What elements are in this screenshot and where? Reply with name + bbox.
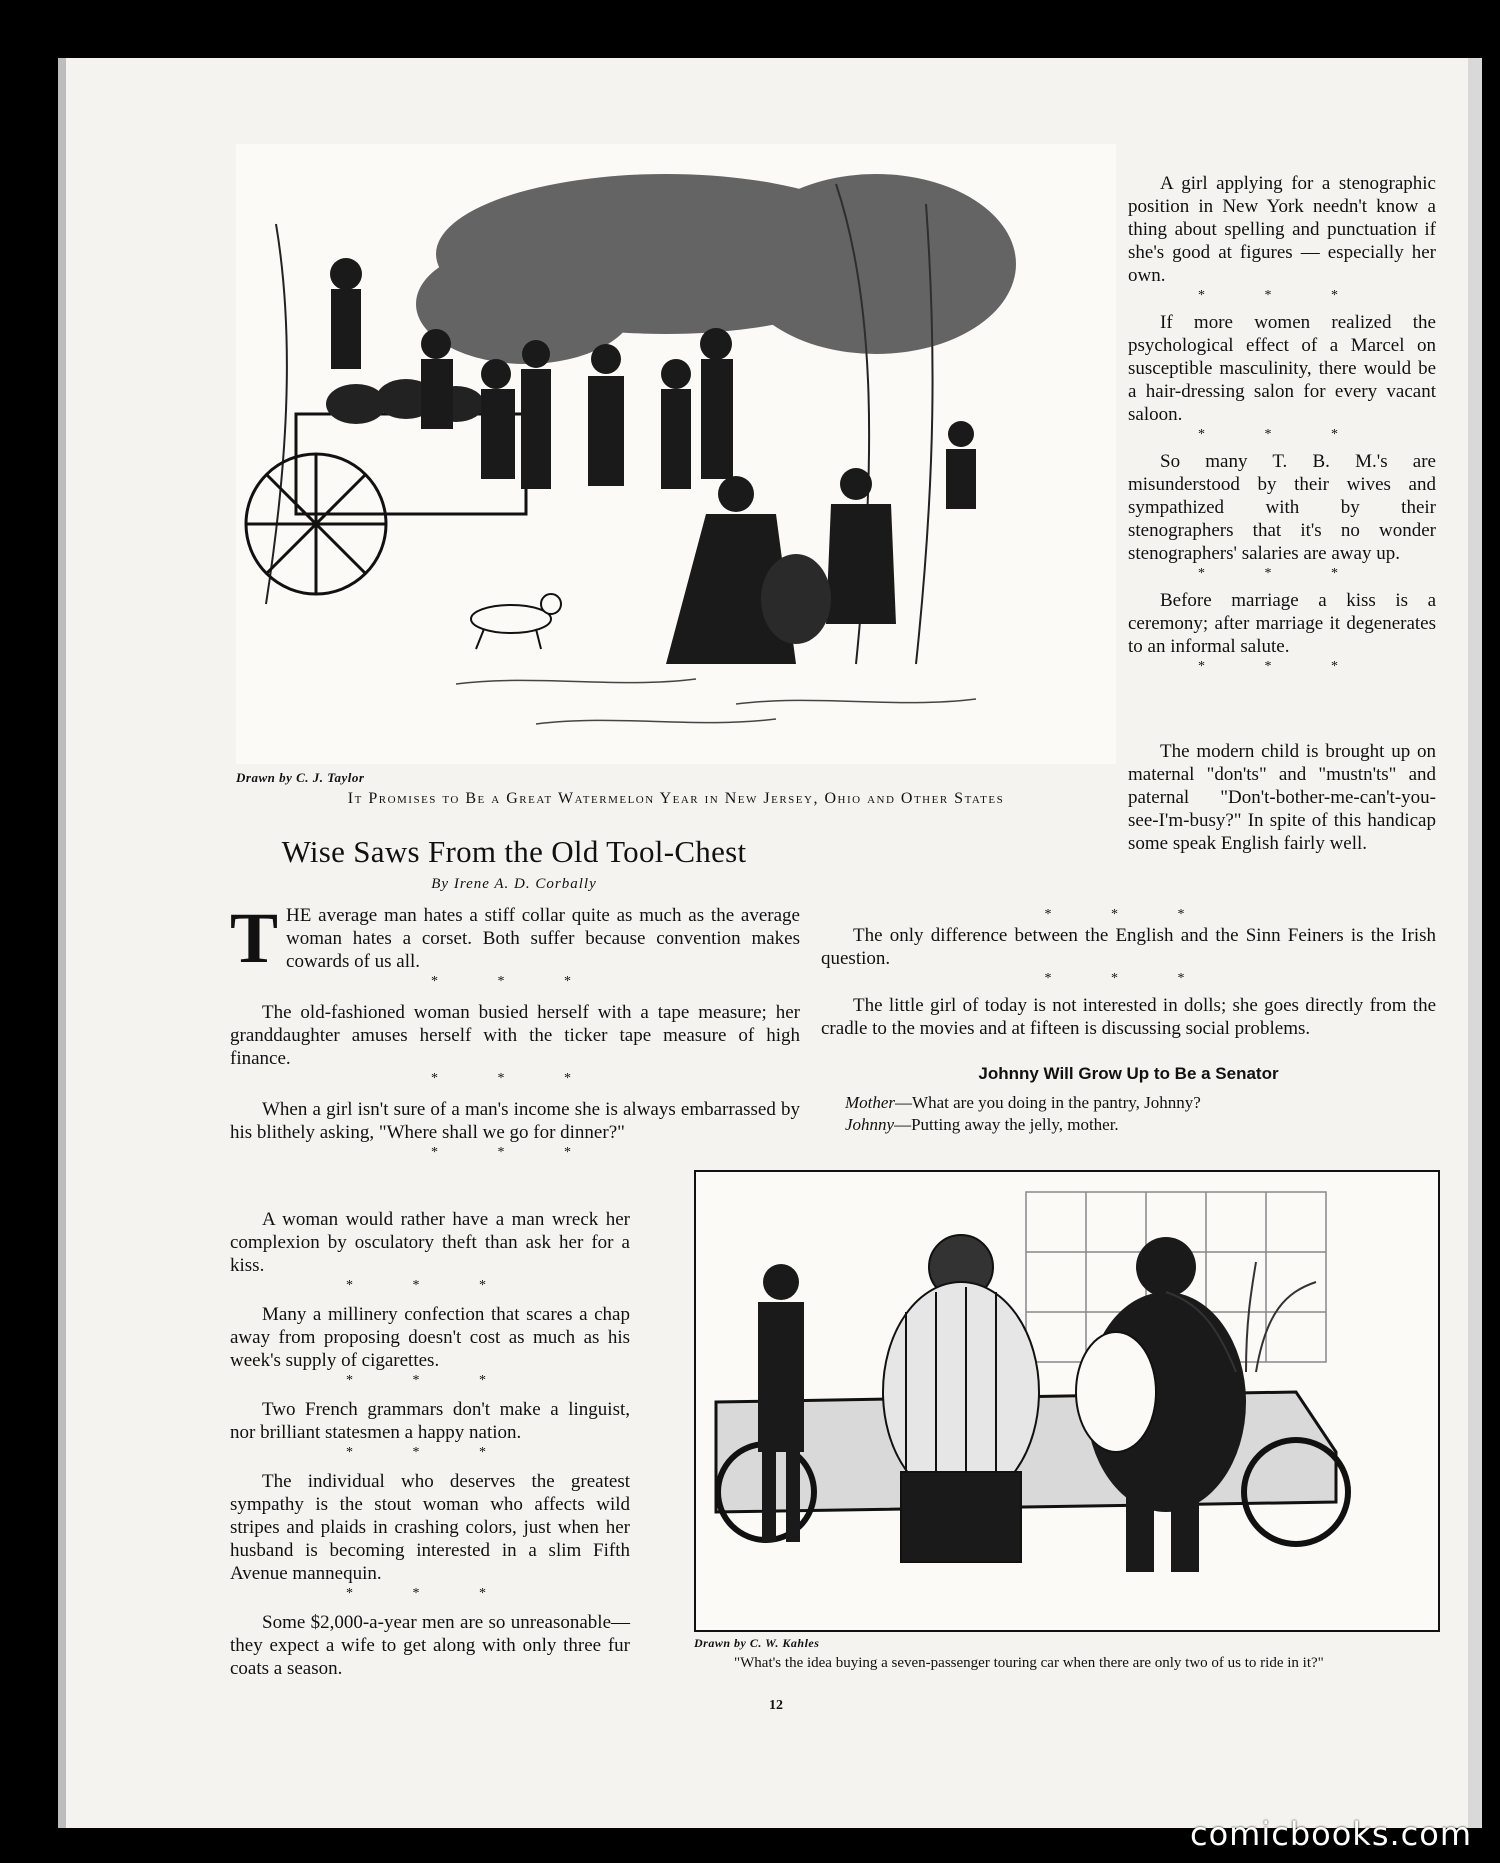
separator: * * * [431,1145,599,1160]
top-illustration-caption: It Promises to Be a Great Watermelon Year in New Jersey, Ohio and Other States [347,790,1005,807]
article-paragraph: Many a millinery confection that scares a chap away from proposing doesn't cost as much as his week's supply of cigarettes. [230,1304,630,1371]
separator: * * * [1198,566,1366,581]
first-paragraph-text: HE average man hates a stiff collar quite as much as the average woman hates a corset. Both suffer because convention makes cowards of us all. [286,905,800,972]
first-paragraph [230,898,800,978]
separator: * * * [346,1445,514,1460]
site-watermark: comicbooks.com [1189,1815,1472,1853]
article-paragraph: When a girl isn't sure of a man's income she is always embarrassed by his blithely asking, "Where shall we go for dinner?" [230,1099,800,1143]
touring-car-icon [696,1172,1438,1630]
right-paragraph: The only difference between the English and the Sinn Feiners is the Irish question. [821,925,1436,969]
line-johnny-text: —Putting away the jelly, mother. [894,1115,1119,1134]
speaker-mother: Mother [845,1093,896,1112]
article-column-narrow [230,1208,630,1680]
dropcap: T [230,898,279,978]
article-column [230,898,800,1162]
article-title: Wise Saws From the Old Tool-Chest [281,834,747,869]
bottom-illustration-credit: Drawn by C. W. Kahles [694,1636,820,1650]
separator: * * * [1198,288,1366,303]
right-column-wide [1128,740,1436,855]
senator-heading: Johnny Will Grow Up to Be a Senator [978,1064,1279,1083]
right-paragraph: A girl applying for a stenographic position in New York needn't know a thing about spelling and punctuation if she's good at figures — especially her own. [1128,173,1436,286]
right-paragraph: The modern child is brought up on maternal "don'ts" and "mustn'ts" and paternal "Don't-bother-me-can't-you-see-I'm-busy?" In spite of this handicap some speak English fairly well. [1128,741,1436,854]
line-mother-text: —What are you doing in the pantry, Johnny? [895,1093,1201,1112]
middle-right-column [821,906,1436,1136]
watermelon-picnic-illustration [236,144,1116,764]
article-byline: By Irene A. D. Corbally [431,876,597,892]
right-paragraph: The little girl of today is not interested in dolls; she goes directly from the cradle to the movies and at fifteen is discussing social problems. [821,995,1436,1039]
speaker-johnny: Johnny [845,1115,895,1134]
article-paragraph: Two French grammars don't make a linguist, nor brilliant statesmen a happy nation. [230,1399,630,1443]
top-illustration-credit: Drawn by C. J. Taylor [236,770,365,785]
separator: * * * [1044,971,1213,986]
bottom-illustration-caption: "What's the idea buying a seven-passenger touring car when there are only two of us to ride in it?" [734,1655,1324,1671]
article-paragraph: The old-fashioned woman busied herself with a tape measure; her granddaughter amuses herself with the ticker tape measure of high finance. [230,1002,800,1069]
article-paragraph: Some $2,000-a-year men are so unreasonable—they expect a wife to get along with only three fur coats a season. [230,1612,630,1679]
page-number: 12 [769,1698,783,1713]
separator: * * * [1198,427,1366,442]
dialog-line-mother [821,1092,1436,1114]
dialog-line-johnny [821,1114,1436,1136]
right-paragraph: If more women realized the psychological effect of a Marcel on susceptible masculinity, there would be a hair-dressing salon for every vacant saloon. [1128,312,1436,425]
article-paragraph: A woman would rather have a man wreck her complexion by osculatory theft than ask her for a kiss. [230,1209,630,1276]
right-paragraph: So many T. B. M.'s are misunderstood by their wives and sympathized with by their stenographers that it's no wonder stenographers' salaries are away up. [1128,451,1436,564]
separator: * * * [1198,659,1366,674]
separator: * * * [346,1586,514,1601]
separator: * * * [346,1373,514,1388]
touring-car-cartoon-illustration [694,1170,1440,1632]
article-paragraph: The individual who deserves the greatest sympathy is the stout woman who affects wild stripes and plaids in crashing colors, just when her husband is becoming interested in a slim Fifth Avenue mannequin. [230,1471,630,1584]
magazine-page [58,58,1478,1828]
right-paragraph: Before marriage a kiss is a ceremony; after marriage it degenerates to an informal salute. [1128,590,1436,657]
watermelon-picnic-icon [236,144,1116,764]
page-spine [1468,58,1482,1828]
separator: * * * [431,974,599,989]
separator: * * * [346,1278,514,1293]
right-column [1128,172,1436,676]
separator: * * * [431,1071,599,1086]
separator: * * * [1044,907,1213,922]
